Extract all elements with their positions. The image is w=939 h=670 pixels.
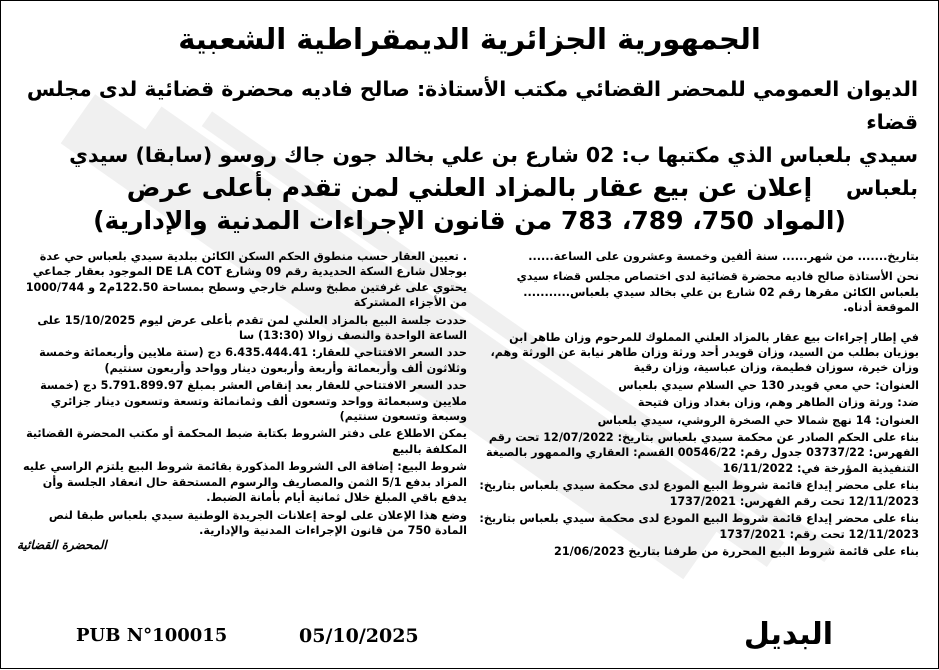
signature: المحضرة القضائية — [17, 538, 107, 553]
announcement-line-2: (المواد 750، 789، 783 من قانون الإجراءات المدنية والإدارية) — [93, 206, 846, 235]
right-column — [479, 249, 919, 561]
paragraph: بناء على قائمة شروط البيع المحررة من طرفنا بتاريخ 21/06/2023 — [554, 544, 919, 558]
newspaper-name: البديل — [743, 617, 833, 652]
paragraph: حددت جلسة البيع بالمزاد العلني لمن تقدم بأعلى عرض ليوم 15/10/2025 على الساعة الواحدة والنصف زوالا (13:30) سا — [37, 313, 467, 343]
paragraph: بناء على محضر إيداع قائمة شروط البيع المودع لدى محكمة سيدي بلعباس بتاريخ: 12/11/2023 تحت رقم الفهرس: 1737/2021 — [479, 479, 919, 508]
paragraph: العنوان: حي معي قويدر 130 حي السلام سيدي بلعباس — [618, 378, 919, 392]
paragraph: بتاريخ....... من شهر...... سنة ألفين وخمسة وعشرون على الساعة...... — [528, 250, 919, 263]
paragraph: بناء على الحكم الصادر عن محكمة سيدي بلعباس بتاريخ: 12/07/2022 تحت رقم الفهرس: 03737/22 جدول رقم: 00546/22 القسم: العقاري والممهور بالصيغة التنفيذية المؤرخة في: 16/11/2022 — [485, 431, 919, 475]
paragraph: وضع هذا الإعلان على لوحة إعلانات الجريدة الوطنية سيدي بلعباس طبقا لنص المادة 750 من قانون الإجراءات المدنية والإدارية. — [48, 508, 467, 537]
paragraph: في إطار إجراءات بيع عقار بالمزاد العلني المملوك للمرحوم وزان طاهر ابن بوزيان بطلب من السيد، وزان قويدر أحد ورثة وزان طاهر نيابة عن الورثة وهم، وزان خيرة، سوزان فطيمة، وزان عباسية، وزان رقية — [490, 330, 919, 375]
footer — [1, 613, 938, 659]
office-line-1: الديوان العمومي للمحضر القضائي مكتب الأستاذة: صالح فاديه محضرة قضائية لدى مجلس قضاء — [26, 77, 918, 134]
left-column — [17, 249, 467, 554]
paragraph: حدد السعر الافتتاحي للعقار: 6.435.444.41 دج (ستة ملايين وأربعمائة وخمسة وثلاثون ألف وأربعمائة وأربعة وأربعون دينار وواحد وأربعون سنتيم) — [39, 346, 467, 375]
pub-number: PUB N°100015 — [76, 625, 228, 646]
paragraph: شروط البيع: إضافة الى الشروط المذكورة بقائمة شروط البيع يلتزم الراسي عليه المزاد بدفع 5/1 الثمن والمصاريف والرسوم المستحقة حال انعقاد الجلسة وأن يدفع باقي المبلغ خلال ثمانية أيام بأمانة الضبط. — [23, 460, 467, 505]
announcement-title — [1, 171, 938, 237]
paragraph: يمكن الاطلاع على دفتر الشروط بكتابة ضبط المحكمة أو مكتب المحضرة القضائية المكلفة بالبيع — [26, 427, 467, 456]
paragraph: ضد: ورثة وزان الطاهر وهم، وزان بغداد وزان فتيحة — [637, 396, 919, 410]
announcement-line-1: إعلان عن بيع عقار بالمزاد العلني لمن تقدم بأعلى عرض — [126, 173, 813, 202]
paragraph: نحن الأستاذة صالح فاديه محضرة قضائية لدى اختصاص مجلس قضاء سيدي بلعباس الكائن مقرها رقم 02 شارع بن علي بخالد سيدي بلعباس........... الموقعة أدناه. — [516, 270, 919, 315]
paragraph: . تعيين العقار حسب منطوق الحكم السكن الكائن ببلدية سيدي بلعباس حي عدة بوجلال شارع السكة الحديدية رقم 09 وشارع DE LA COT الموجود بعقار جماعي يحتوي على غرفتين مطبخ وسلم خارجي وسطح بمساحة 122.50م2 و 1000/744 من الأجزاء المشتركة — [25, 250, 467, 310]
office-line-2: سيدي بلعباس الذي مكتبها ب: 02 شارع بن علي بخالد جون جاك روسو (سابقا) سيدي بلعباس — [69, 143, 918, 200]
publication-date: 05/10/2025 — [299, 625, 419, 647]
paragraph: بناء على محضر إيداع قائمة شروط البيع المودع لدى محكمة سيدي بلعباس بتاريخ: 12/11/2023 تحت رقم: 1737/2021 — [479, 512, 919, 541]
paragraph: العنوان: 14 نهج شمالا حي الصخرة الروشي، سيدي بلعباس — [597, 413, 919, 427]
paragraph: حدد السعر الافتتاحي للعقار بعد إنقاص العشر بمبلغ 5.791.899.97 دج (خمسة ملايين وسبعمائة وواحد وتسعون ألف وثمانمائة وتسعة وتسعون دينار جزائري وسبعة وتسعون سنتيم) — [40, 379, 467, 424]
republic-title: الجمهورية الجزائرية الديمقراطية الشعبية — [178, 22, 761, 56]
